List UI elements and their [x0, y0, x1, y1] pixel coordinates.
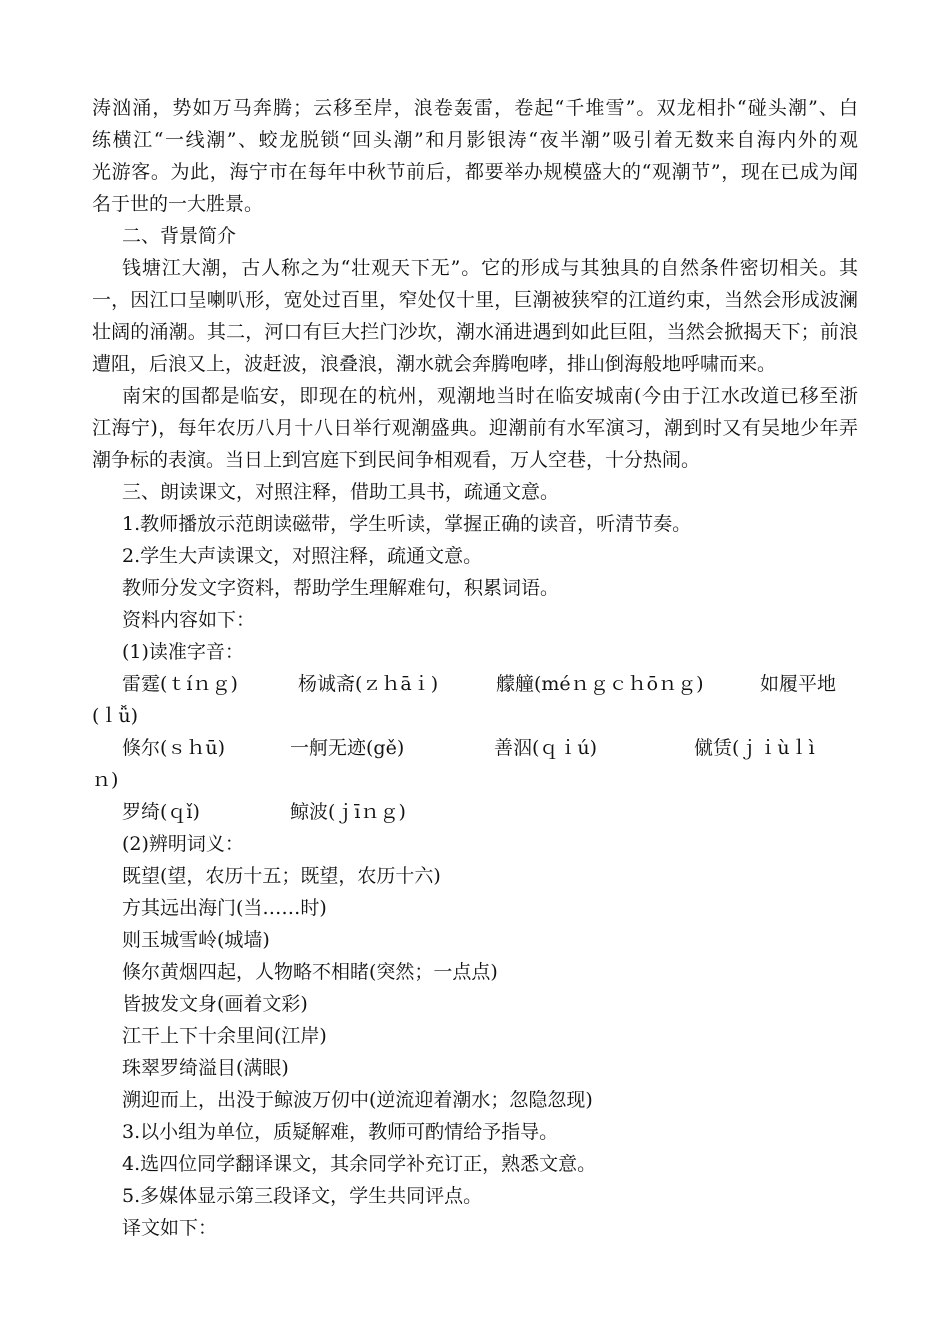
background-para-line: 一，因江口呈喇叭形，宽处过百里，窄处仅十里，巨潮被狭窄的江道约束，当然会形成波澜	[92, 289, 858, 311]
background-para-line: 遭阻，后浪又上，波赶波，浪叠浪，潮水就会奔腾咆哮，排山倒海般地呼啸而来。	[92, 353, 777, 375]
step-item: 4.选四位同学翻译课文，其余同学补充订正，熟悉文意。	[122, 1153, 597, 1175]
intro-line: 涛汹涌，势如万马奔腾；云移至岸，浪卷轰雷，卷起“千堆雪”。双龙相扑“碰头潮”、白	[92, 97, 858, 119]
background-para-line: 南宋的国都是临安，即现在的杭州，观潮地当时在临安城南(今由于江水改道已移至浙	[122, 385, 858, 407]
section-heading: 三、朗读课文，对照注释，借助工具书，疏通文意。	[122, 481, 560, 503]
pronunciation-item: 杨诚斋(ｚｈāｉ)	[298, 673, 439, 695]
material-intro: 资料内容如下：	[122, 609, 256, 631]
meaning-item: 溯迎而上，出没于鲸波万仞中(逆流迎着潮水；忽隐忽现)	[122, 1089, 593, 1111]
pronunciation-item: 雷霆(ｔíｎｇ)	[122, 673, 238, 695]
pronunciation-item: ｎ)	[92, 769, 119, 791]
intro-line: 光游客。为此，海宁市在每年中秋节前后，都要举办规模盛大的“观潮节”，现在已成为闻	[92, 161, 858, 183]
pronunciation-item: 鲸波(ｊīｎｇ)	[290, 801, 406, 823]
section-heading: 二、背景简介	[122, 225, 237, 247]
meaning-item: 方其远出海门(当……时)	[122, 897, 327, 919]
meaning-item: 倏尔黄烟四起，人物略不相睹(突然；一点点)	[122, 961, 498, 983]
step-item: 3.以小组为单位，质疑解难，教师可酌情给予指导。	[122, 1121, 559, 1143]
pronunciation-item: 僦赁(ｊｉùｌì	[694, 737, 815, 759]
pronunciation-heading: (1)读准字音：	[122, 641, 244, 663]
pronunciation-item: 善泅(ｑｉú)	[494, 737, 598, 759]
pronunciation-item: 倏尔(ｓｈū)	[122, 737, 226, 759]
pronunciation-item: 艨艟(méｎｇｃｈōｎｇ)	[496, 673, 704, 695]
pronunciation-item: 如履平地	[760, 673, 837, 695]
pronunciation-item: 一舸无迹(gě)	[290, 737, 405, 759]
background-para-line: 壮阔的涌潮。其二，河口有巨大拦门沙坎，潮水涌进遇到如此巨阻，当然会掀揭天下；前浪	[92, 321, 858, 343]
intro-line: 练横江“一线潮”、蛟龙脱锁“回头潮”和月影银涛“夜半潮”吸引着无数来自海内外的观	[92, 129, 858, 151]
step-item: 2.学生大声读课文，对照注释，疏通文意。	[122, 545, 483, 567]
background-para-line: 钱塘江大潮，古人称之为“壮观天下无”。它的形成与其独具的自然条件密切相关。其	[122, 257, 858, 279]
pronunciation-item: 罗绮(ｑǐ)	[122, 801, 200, 823]
meaning-item: 则玉城雪岭(城墙)	[122, 929, 270, 951]
step-item: 1.教师播放示范朗读磁带，学生听读，掌握正确的读音，听清节奏。	[122, 513, 692, 535]
background-para-line: 江海宁)，每年农历八月十八日举行观潮盛典。迎潮前有水军演习，潮到时又有吴地少年弄	[92, 417, 858, 439]
intro-line: 名于世的一大胜景。	[92, 193, 264, 215]
meaning-item: 珠翠罗绮溢目(满眼)	[122, 1057, 289, 1079]
translation-intro: 译文如下：	[122, 1217, 218, 1239]
background-para-line: 潮争标的表演。当日上到宫庭下到民间争相观看，万人空巷，十分热闹。	[92, 449, 701, 471]
meaning-item: 皆披发文身(画着文彩)	[122, 993, 308, 1015]
handout-text: 教师分发文字资料，帮助学生理解难句，积累词语。	[122, 577, 560, 599]
pronunciation-item: (ｌǚ)	[92, 705, 139, 727]
meaning-item: 江干上下十余里间(江岸)	[122, 1025, 327, 1047]
meaning-heading: (2)辨明词义：	[122, 833, 244, 855]
step-item: 5.多媒体显示第三段译文，学生共同评点。	[122, 1185, 483, 1207]
meaning-item: 既望(望，农历十五；既望，农历十六)	[122, 865, 441, 887]
